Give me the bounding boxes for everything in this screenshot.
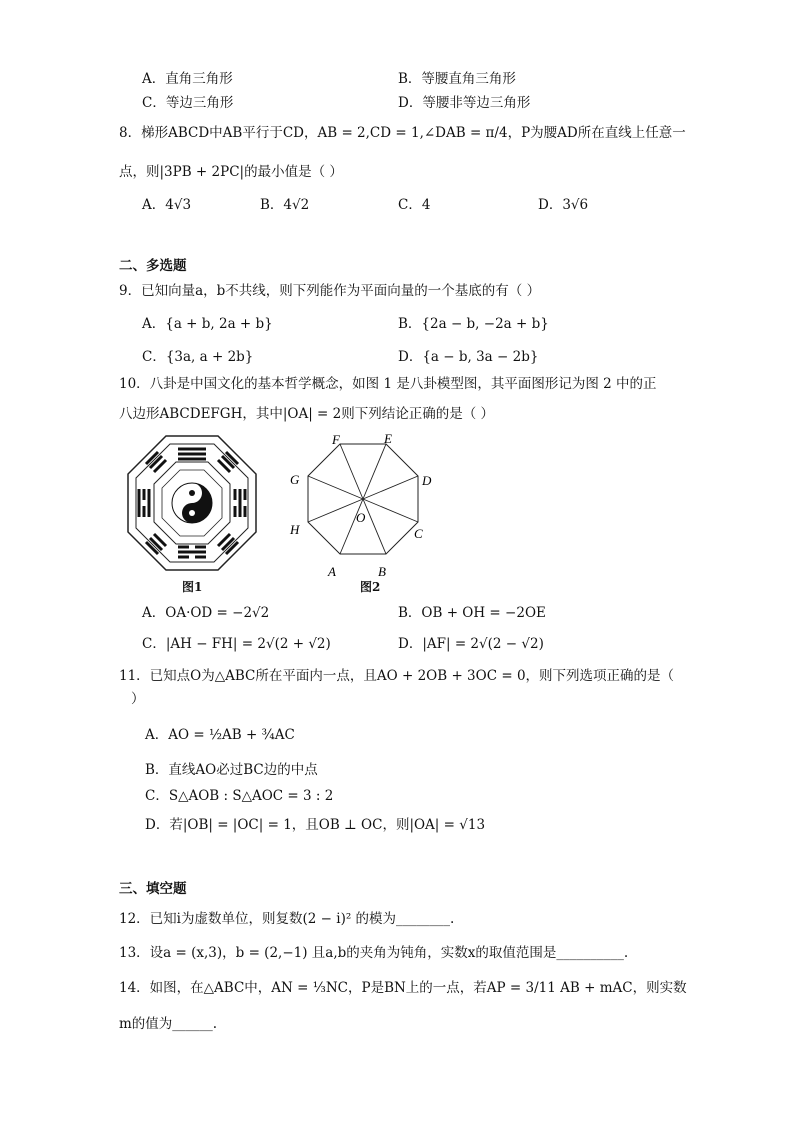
q9-option-b: B．{2a − b, −2a + b} [398, 316, 549, 332]
q9-stem: 9．已知向量a，b不共线，则下列能作为平面向量的一个基底的有（ ） [119, 283, 541, 299]
vertex-label-c: C [414, 526, 423, 541]
q9-option-d: D．{a − b, 3a − 2b} [398, 349, 539, 365]
q8-option-d: D．3√6 [538, 197, 589, 213]
vertex-label-b: B [378, 564, 386, 579]
q9-option-a: A．{a + b, 2a + b} [142, 316, 273, 332]
q11-option-b: B．直线AO必过BC边的中点 [145, 762, 318, 778]
q13-stem: 13．设a = (x,3)，b = (2,−1) 且a,b的夹角为钝角，实数x的取值范围是__________. [119, 945, 629, 961]
bagua-figure [122, 432, 262, 582]
figure-2-caption: 图2 [360, 580, 381, 594]
center-label-o: O [356, 510, 366, 525]
vertex-label-d: D [422, 473, 432, 488]
octagon-figure [286, 430, 446, 582]
vertex-label-a: A [328, 564, 336, 579]
q7-option-d: D．等腰非等边三角形 [398, 95, 531, 111]
vertex-label-f: F [332, 432, 340, 447]
q12-stem: 12．已知i为虚数单位，则复数(2 − i)² 的模为________. [119, 911, 455, 927]
q9-option-c: C．{3a, a + 2b} [142, 349, 254, 365]
q11-option-c: C．S△AOB : S△AOC = 3 : 2 [145, 788, 334, 804]
q8-option-c: C．4 [398, 197, 431, 213]
q10-option-a: A．OA·OD = −2√2 [142, 605, 270, 621]
q10-stem-line2: 八边形ABCDEFGH，其中|OA| = 2则下列结论正确的是（ ） [119, 406, 495, 422]
q10-stem-line1: 10．八卦是中国文化的基本哲学概念，如图 1 是八卦模型图，其平面图形记为图 2 中的正 [119, 376, 657, 392]
q7-option-a: A．直角三角形 [142, 71, 233, 87]
q8-option-a: A．4√3 [142, 197, 192, 213]
q8-stem-line1: 8．梯形ABCD中AB平行于CD，AB = 2,CD = 1,∠DAB = π/4，P为腰AD所在直线上任意一 [119, 125, 686, 141]
q10-option-d: D．|AF| = 2√(2 − √2) [398, 636, 544, 652]
q11-option-a: A．AO = ½AB + ¾AC [145, 727, 295, 743]
section-heading-multiple-choice: 二、多选题 [119, 258, 187, 274]
q8-option-b: B．4√2 [260, 197, 310, 213]
q14-stem-line1: 14．如图，在△ABC中，AN = ⅓NC，P是BN上的一点，若AP = 3/11 AB + mAC，则实数 [119, 980, 687, 996]
vertex-label-h: H [290, 522, 300, 537]
q10-option-c: C．|AH − FH| = 2√(2 + √2) [142, 636, 331, 652]
q11-stem-line2: ） [131, 691, 145, 707]
q8-stem-line2: 点，则|3PB + 2PC|的最小值是（ ） [119, 164, 343, 180]
figure-1-caption: 图1 [182, 580, 203, 594]
q10-option-b: B．OB + OH = −2OE [398, 605, 546, 621]
q11-stem-line1: 11．已知点O为△ABC所在平面内一点，且AO + 2OB + 3OC = 0，则下列选项正确的是（ [119, 668, 675, 684]
q14-stem-line2: m的值为______. [119, 1016, 218, 1032]
q7-option-c: C．等边三角形 [142, 95, 234, 111]
section-heading-fill-in: 三、填空题 [119, 881, 187, 897]
q11-option-d: D．若|OB| = |OC| = 1，且OB ⊥ OC，则|OA| = √13 [145, 817, 486, 833]
vertex-label-e: E [384, 431, 392, 446]
q7-option-b: B．等腰直角三角形 [398, 71, 516, 87]
vertex-label-g: G [290, 472, 300, 487]
